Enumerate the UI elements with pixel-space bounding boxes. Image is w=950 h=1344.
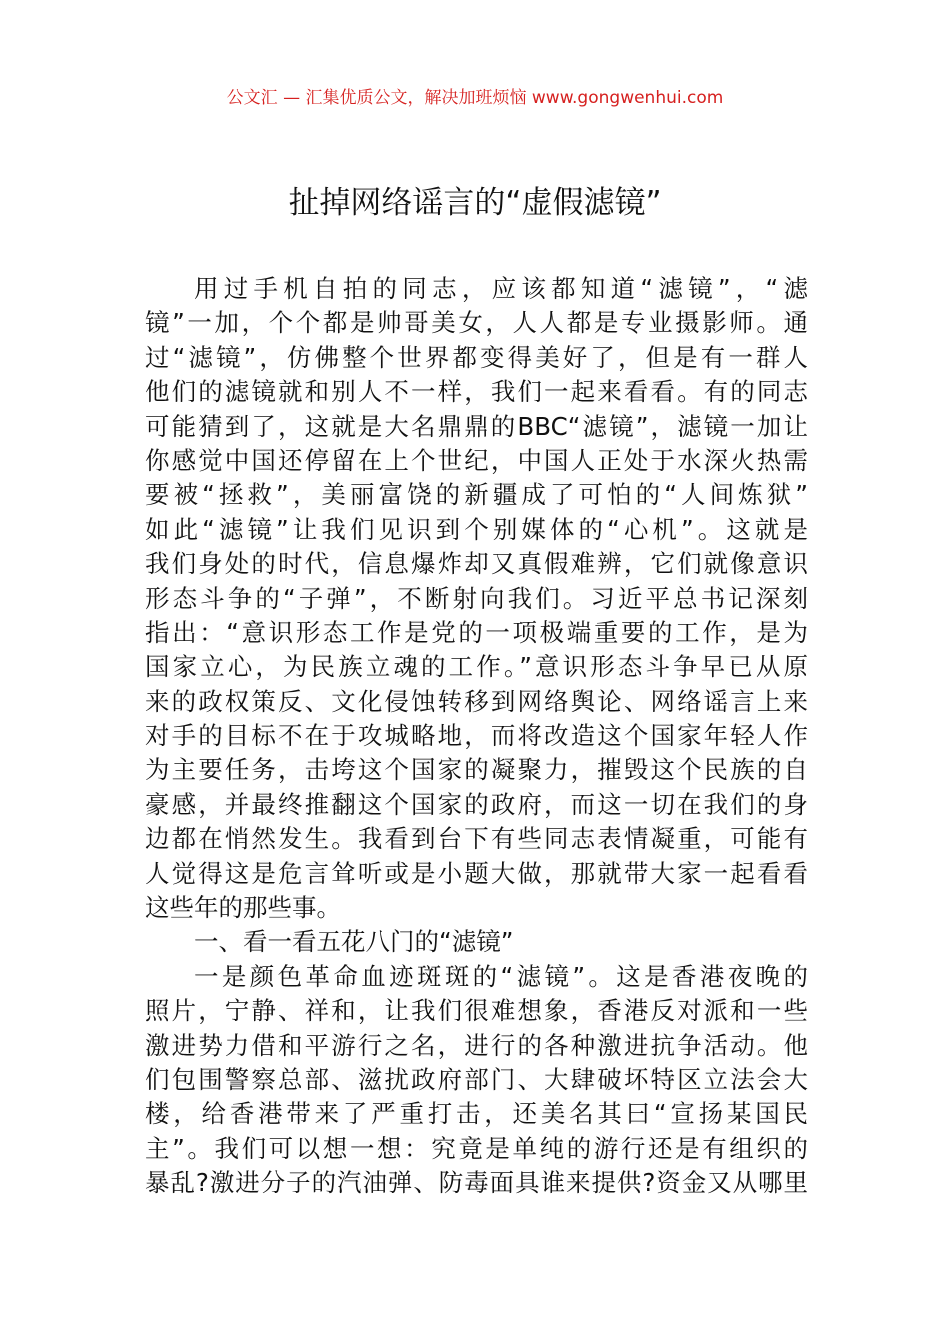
site-header: 公文汇 — 汇集优质公文，解决加班烦恼 www.gongwenhui.com	[226, 88, 724, 108]
document-title: 扯掉网络谣言的“虚假滤镜”	[288, 185, 662, 221]
document-body	[145, 272, 808, 1201]
body-line: 可能猜到了，这就是大名鼎鼎的BBC“滤镜”，滤镜一加让	[145, 411, 808, 441]
body-line: 这些年的那些事。	[145, 893, 341, 923]
body-line: 照片，宁静、祥和，让我们很难想象，香港反对派和一些	[145, 996, 808, 1026]
body-line: 为主要任务，击垮这个国家的凝聚力，摧毁这个民族的自	[145, 755, 808, 785]
body-line: 对手的目标不在于攻城略地，而将改造这个国家年轻人作	[145, 721, 808, 751]
body-line: 形态斗争的“子弹”，不断射向我们。习近平总书记深刻	[145, 583, 808, 613]
body-line: 他们的滤镜就和别人不一样，我们一起来看看。有的同志	[145, 377, 808, 407]
body-line: 国家立心，为民族立魂的工作。”意识形态斗争早已从原	[145, 652, 808, 682]
body-line: 主”。我们可以想一想：究竟是单纯的游行还是有组织的	[145, 1133, 808, 1163]
body-line: 如此“滤镜”让我们见识到个别媒体的“心机”。这就是	[145, 514, 808, 544]
body-line: 楼，给香港带来了严重打击，还美名其曰“宣扬某国民	[145, 1099, 808, 1129]
body-line: 要被“拯救”，美丽富饶的新疆成了可怕的“人间炼狱”	[145, 480, 808, 510]
body-line: 我们身处的时代，信息爆炸却又真假难辨，它们就像意识	[145, 549, 808, 579]
section-heading: 一、看一看五花八门的“滤镜”	[194, 927, 514, 957]
body-line: 用过手机自拍的同志，应该都知道“滤镜”，“滤	[194, 274, 808, 303]
body-line: 们包围警察总部、滋扰政府部门、大肆破坏特区立法会大	[145, 1064, 808, 1094]
body-line: 镜”一加，个个都是帅哥美女，人人都是专业摄影师。通	[145, 308, 808, 338]
body-line: 激进势力借和平游行之名，进行的各种激进抗争活动。他	[145, 1030, 808, 1060]
body-line: 豪感，并最终推翻这个国家的政府，而这一切在我们的身	[145, 789, 808, 819]
body-line: 指出：“意识形态工作是党的一项极端重要的工作，是为	[145, 617, 808, 647]
body-line: 一是颜色革命血迹斑斑的“滤镜”。这是香港夜晚的	[194, 961, 808, 991]
body-line: 人觉得这是危言耸听或是小题大做，那就带大家一起看看	[145, 858, 808, 888]
body-line: 边都在悄然发生。我看到台下有些同志表情凝重，可能有	[145, 824, 808, 854]
body-line: 来的政权策反、文化侵蚀转移到网络舆论、网络谣言上来	[145, 686, 808, 716]
body-line: 过“滤镜”，仿佛整个世界都变得美好了，但是有一群人	[145, 342, 808, 372]
body-line: 暴乱?激进分子的汽油弹、防毒面具谁来提供?资金又从哪里	[145, 1168, 808, 1198]
body-line: 你感觉中国还停留在上个世纪，中国人正处于水深火热需	[145, 445, 808, 475]
